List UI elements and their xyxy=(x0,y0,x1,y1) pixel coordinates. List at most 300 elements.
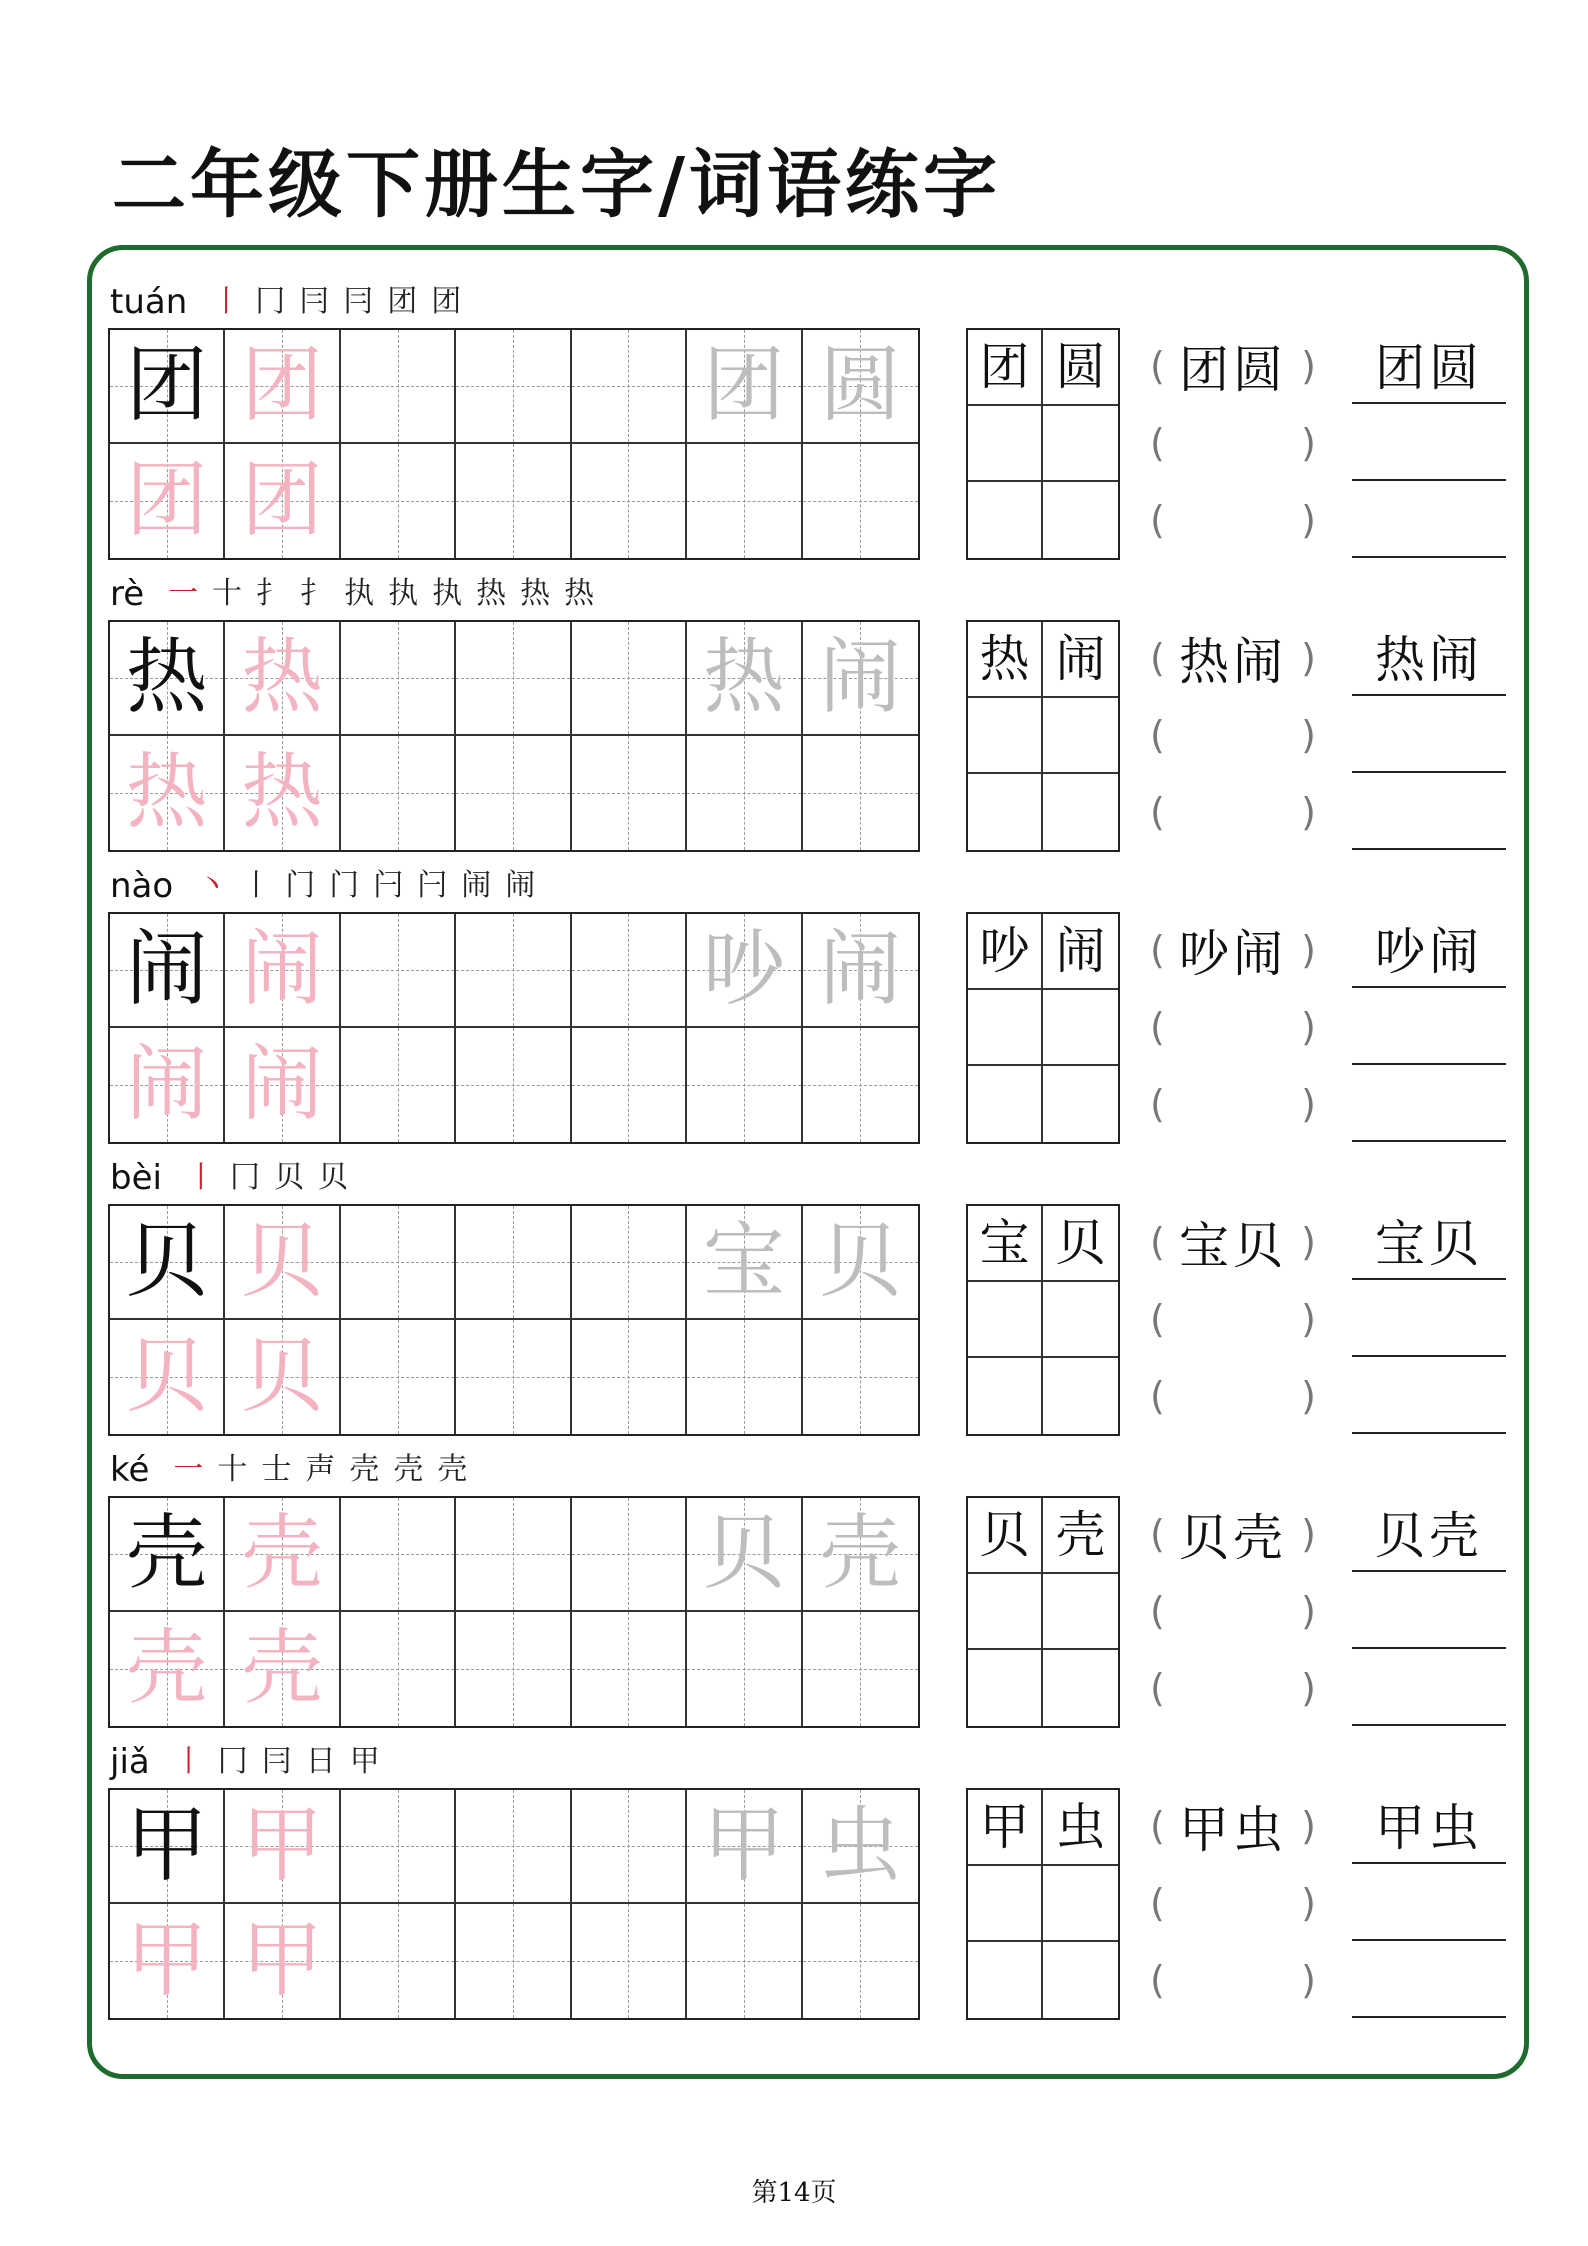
tracing-cell[interactable] xyxy=(456,1028,571,1142)
trace-char: 壳 xyxy=(241,1506,324,1601)
stroke-step: 十 xyxy=(212,574,242,614)
tracing-cell[interactable] xyxy=(341,914,456,1028)
stroke-step: 壳 xyxy=(393,1450,423,1490)
stroke-step: 冂 xyxy=(255,282,285,322)
word-cell[interactable] xyxy=(1043,1358,1118,1434)
tracing-cell[interactable] xyxy=(572,914,687,1028)
tracing-cell[interactable] xyxy=(225,1028,340,1142)
parenthesis-column xyxy=(1150,620,1316,852)
paren-word: 吵闹 xyxy=(1179,925,1287,983)
word-cell[interactable] xyxy=(1043,1498,1118,1574)
tracing-cell[interactable] xyxy=(803,1206,918,1320)
stroke-step: 热 xyxy=(476,574,506,614)
tracing-cell[interactable] xyxy=(110,1320,225,1434)
tracing-cell[interactable] xyxy=(225,736,340,850)
tracing-cell[interactable] xyxy=(110,622,225,736)
pinyin-label: nào xyxy=(110,866,174,906)
stroke-step: 丨 xyxy=(186,1158,216,1198)
tracing-cell[interactable] xyxy=(687,1904,802,2018)
tracing-cell[interactable] xyxy=(803,622,918,736)
tracing-cell[interactable] xyxy=(456,1790,571,1904)
tracing-cell[interactable] xyxy=(572,1790,687,1904)
tracing-cell[interactable] xyxy=(803,1790,918,1904)
tracing-cell[interactable] xyxy=(572,1028,687,1142)
tracing-cell[interactable] xyxy=(341,1028,456,1142)
parenthesis-blank[interactable] xyxy=(1150,1865,1316,1941)
tracing-cell[interactable] xyxy=(456,1206,571,1320)
answer-word: 团圆 xyxy=(1375,339,1483,397)
trace-char: 圆 xyxy=(819,338,902,433)
stroke-step: 冂 xyxy=(218,1742,248,1782)
word-cell[interactable] xyxy=(1043,1790,1118,1866)
answer-line[interactable] xyxy=(1352,1788,1506,1864)
parenthesis-blank[interactable] xyxy=(1150,1204,1316,1280)
tracing-cell[interactable] xyxy=(456,1320,571,1434)
answer-line[interactable] xyxy=(1352,697,1506,773)
left-paren: ( xyxy=(1150,1297,1165,1341)
stroke-step: 闩 xyxy=(417,866,447,906)
parenthesis-column xyxy=(1150,1788,1316,2020)
right-paren: ) xyxy=(1301,344,1316,388)
tracing-cell[interactable] xyxy=(456,330,571,444)
practice-section xyxy=(0,574,1588,864)
right-paren: ) xyxy=(1301,1804,1316,1848)
word-cell[interactable] xyxy=(968,698,1043,774)
right-paren: ) xyxy=(1301,790,1316,834)
right-paren: ) xyxy=(1301,1220,1316,1264)
tracing-cell[interactable] xyxy=(456,1498,571,1612)
trace-char: 闹 xyxy=(125,1037,208,1132)
answer-word: 热闹 xyxy=(1375,631,1483,689)
tracing-cell[interactable] xyxy=(225,1612,340,1726)
tracing-cell[interactable] xyxy=(803,1612,918,1726)
stroke-order-row xyxy=(110,1158,362,1198)
word-cell[interactable] xyxy=(1043,1942,1118,2018)
stroke-step: 闹 xyxy=(505,866,535,906)
word-writing-box xyxy=(966,1496,1120,1728)
left-paren: ( xyxy=(1150,421,1165,465)
trace-char: 贝 xyxy=(241,1214,324,1309)
left-paren: ( xyxy=(1150,928,1165,972)
tracing-cell[interactable] xyxy=(225,1320,340,1434)
tracing-grid xyxy=(108,620,920,852)
tracing-cell[interactable] xyxy=(572,1498,687,1612)
word-writing-box xyxy=(966,620,1120,852)
answer-line[interactable] xyxy=(1352,482,1506,558)
answer-word: 吵闹 xyxy=(1375,923,1483,981)
word-cell[interactable] xyxy=(968,406,1043,482)
word-cell[interactable] xyxy=(968,1942,1043,2018)
word-char: 团 xyxy=(979,338,1030,396)
tracing-cell[interactable] xyxy=(341,1612,456,1726)
tracing-cell[interactable] xyxy=(687,1028,802,1142)
practice-section xyxy=(0,1450,1588,1740)
parenthesis-blank[interactable] xyxy=(1150,1281,1316,1357)
tracing-cell[interactable] xyxy=(687,736,802,850)
tracing-cell[interactable] xyxy=(225,1206,340,1320)
right-paren: ) xyxy=(1301,1082,1316,1126)
tracing-cell[interactable] xyxy=(572,1320,687,1434)
stroke-step: 贝 xyxy=(274,1158,304,1198)
word-char: 甲 xyxy=(979,1798,1030,1856)
stroke-step: 执 xyxy=(344,574,374,614)
tracing-grid xyxy=(108,1204,920,1436)
parenthesis-blank[interactable] xyxy=(1150,328,1316,404)
tracing-cell[interactable] xyxy=(341,444,456,558)
word-cell[interactable] xyxy=(968,622,1043,698)
stroke-step: 壳 xyxy=(349,1450,379,1490)
stroke-step: 甲 xyxy=(350,1742,380,1782)
tracing-cell[interactable] xyxy=(803,736,918,850)
tracing-cell[interactable] xyxy=(225,1790,340,1904)
tracing-cell[interactable] xyxy=(225,330,340,444)
word-cell[interactable] xyxy=(1043,1066,1118,1142)
word-cell[interactable] xyxy=(968,1358,1043,1434)
left-paren: ( xyxy=(1150,344,1165,388)
stroke-step: 丶 xyxy=(197,866,227,906)
tracing-cell[interactable] xyxy=(687,1612,802,1726)
tracing-cell[interactable] xyxy=(341,330,456,444)
parenthesis-blank[interactable] xyxy=(1150,405,1316,481)
trace-char: 闹 xyxy=(819,922,902,1017)
answer-line[interactable] xyxy=(1352,1204,1506,1280)
left-paren: ( xyxy=(1150,1589,1165,1633)
tracing-cell[interactable] xyxy=(225,444,340,558)
word-cell[interactable] xyxy=(968,1790,1043,1866)
word-cell[interactable] xyxy=(968,914,1043,990)
page-number: 第14页 xyxy=(751,2178,837,2208)
right-paren: ) xyxy=(1301,636,1316,680)
word-cell[interactable] xyxy=(1043,914,1118,990)
tracing-grid xyxy=(108,328,920,560)
tracing-cell[interactable] xyxy=(110,1612,225,1726)
left-paren: ( xyxy=(1150,1082,1165,1126)
trace-char: 闹 xyxy=(241,1037,324,1132)
tracing-cell[interactable] xyxy=(803,914,918,1028)
tracing-cell[interactable] xyxy=(803,1498,918,1612)
answer-lines xyxy=(1352,1204,1506,1436)
answer-word: 贝壳 xyxy=(1375,1507,1483,1565)
left-paren: ( xyxy=(1150,1374,1165,1418)
stroke-step: 团 xyxy=(431,282,461,322)
trace-char: 贝 xyxy=(819,1214,902,1309)
stroke-step: 丨 xyxy=(241,866,271,906)
word-char: 贝 xyxy=(1055,1214,1106,1272)
page-title: 二年级下册生字/词语练字 xyxy=(112,142,1002,228)
word-cell[interactable] xyxy=(968,482,1043,558)
stroke-step: 一 xyxy=(168,574,198,614)
tracing-cell[interactable] xyxy=(803,1320,918,1434)
word-cell[interactable] xyxy=(1043,1282,1118,1358)
stroke-step: 十 xyxy=(217,1450,247,1490)
tracing-cell[interactable] xyxy=(456,622,571,736)
answer-line[interactable] xyxy=(1352,1865,1506,1941)
parenthesis-column xyxy=(1150,1204,1316,1436)
pinyin-label: bèi xyxy=(110,1158,162,1198)
trace-char: 热 xyxy=(125,630,208,725)
tracing-cell[interactable] xyxy=(456,444,571,558)
word-cell[interactable] xyxy=(1043,482,1118,558)
trace-char: 团 xyxy=(241,453,324,548)
word-cell[interactable] xyxy=(1043,1206,1118,1282)
stroke-step: 冂 xyxy=(230,1158,260,1198)
answer-line[interactable] xyxy=(1352,1573,1506,1649)
tracing-grid xyxy=(108,1496,920,1728)
tracing-cell[interactable] xyxy=(225,622,340,736)
word-char: 圆 xyxy=(1055,338,1106,396)
parenthesis-blank[interactable] xyxy=(1150,989,1316,1065)
stroke-step: 冃 xyxy=(262,1742,292,1782)
tracing-cell[interactable] xyxy=(803,444,918,558)
practice-section xyxy=(0,282,1588,572)
word-cell[interactable] xyxy=(968,1866,1043,1942)
answer-line[interactable] xyxy=(1352,1358,1506,1434)
word-cell[interactable] xyxy=(968,1574,1043,1650)
left-paren: ( xyxy=(1150,636,1165,680)
tracing-cell[interactable] xyxy=(456,914,571,1028)
stroke-order-row xyxy=(110,574,608,614)
left-paren: ( xyxy=(1150,1512,1165,1556)
tracing-cell[interactable] xyxy=(110,914,225,1028)
stroke-step: 闹 xyxy=(461,866,491,906)
word-writing-box xyxy=(966,328,1120,560)
left-paren: ( xyxy=(1150,1220,1165,1264)
parenthesis-blank[interactable] xyxy=(1150,1650,1316,1726)
paren-word: 贝壳 xyxy=(1179,1509,1287,1567)
trace-char: 虫 xyxy=(819,1798,902,1893)
trace-char: 甲 xyxy=(125,1913,208,2008)
trace-char: 团 xyxy=(241,338,324,433)
stroke-step: 闩 xyxy=(373,866,403,906)
tracing-cell[interactable] xyxy=(341,1904,456,2018)
stroke-order-row xyxy=(110,866,549,906)
word-char: 贝 xyxy=(979,1506,1030,1564)
stroke-order-row xyxy=(110,1742,394,1782)
tracing-cell[interactable] xyxy=(110,1904,225,2018)
word-cell[interactable] xyxy=(968,1206,1043,1282)
parenthesis-blank[interactable] xyxy=(1150,620,1316,696)
stroke-step: 冃 xyxy=(343,282,373,322)
trace-char: 甲 xyxy=(125,1798,208,1893)
pinyin-label: rè xyxy=(110,574,145,614)
answer-line[interactable] xyxy=(1352,1942,1506,2018)
tracing-cell[interactable] xyxy=(572,444,687,558)
tracing-cell[interactable] xyxy=(110,1790,225,1904)
stroke-step: 门 xyxy=(285,866,315,906)
trace-char: 团 xyxy=(702,338,785,433)
paren-word: 宝贝 xyxy=(1179,1217,1287,1275)
right-paren: ) xyxy=(1301,421,1316,465)
stroke-step: 团 xyxy=(387,282,417,322)
word-cell[interactable] xyxy=(1043,622,1118,698)
left-paren: ( xyxy=(1150,1005,1165,1049)
trace-char: 闹 xyxy=(819,630,902,725)
answer-line[interactable] xyxy=(1352,1281,1506,1357)
tracing-cell[interactable] xyxy=(110,1498,225,1612)
answer-line[interactable] xyxy=(1352,1066,1506,1142)
right-paren: ) xyxy=(1301,1005,1316,1049)
left-paren: ( xyxy=(1150,790,1165,834)
tracing-cell[interactable] xyxy=(572,1206,687,1320)
stroke-step: 丨 xyxy=(211,282,241,322)
trace-char: 吵 xyxy=(702,922,785,1017)
tracing-cell[interactable] xyxy=(225,1498,340,1612)
tracing-cell[interactable] xyxy=(456,1612,571,1726)
word-cell[interactable] xyxy=(968,1498,1043,1574)
trace-char: 壳 xyxy=(819,1506,902,1601)
practice-section xyxy=(0,1158,1588,1448)
word-cell[interactable] xyxy=(968,330,1043,406)
stroke-order-row xyxy=(110,1450,481,1490)
word-cell[interactable] xyxy=(1043,698,1118,774)
pinyin-label: jiǎ xyxy=(110,1742,150,1782)
paren-word: 甲虫 xyxy=(1179,1801,1287,1859)
trace-char: 贝 xyxy=(125,1214,208,1309)
trace-char: 热 xyxy=(702,630,785,725)
tracing-cell[interactable] xyxy=(572,1904,687,2018)
paren-word: 团圆 xyxy=(1179,341,1287,399)
word-char: 吵 xyxy=(979,922,1030,980)
right-paren: ) xyxy=(1301,1512,1316,1556)
answer-lines xyxy=(1352,912,1506,1144)
stroke-step: 热 xyxy=(564,574,594,614)
word-cell[interactable] xyxy=(968,990,1043,1066)
word-writing-box xyxy=(966,912,1120,1144)
word-cell[interactable] xyxy=(968,774,1043,850)
stroke-step: 热 xyxy=(520,574,550,614)
parenthesis-blank[interactable] xyxy=(1150,482,1316,558)
word-cell[interactable] xyxy=(1043,330,1118,406)
tracing-cell[interactable] xyxy=(110,1028,225,1142)
answer-line[interactable] xyxy=(1352,328,1506,404)
tracing-cell[interactable] xyxy=(687,444,802,558)
tracing-cell[interactable] xyxy=(341,1206,456,1320)
left-paren: ( xyxy=(1150,1958,1165,2002)
stroke-step: 壳 xyxy=(437,1450,467,1490)
tracing-cell[interactable] xyxy=(341,622,456,736)
tracing-cell[interactable] xyxy=(572,1612,687,1726)
answer-line[interactable] xyxy=(1352,1496,1506,1572)
parenthesis-blank[interactable] xyxy=(1150,774,1316,850)
tracing-cell[interactable] xyxy=(687,1790,802,1904)
tracing-cell[interactable] xyxy=(341,1320,456,1434)
tracing-cell[interactable] xyxy=(687,914,802,1028)
word-char: 闹 xyxy=(1055,630,1106,688)
tracing-cell[interactable] xyxy=(110,736,225,850)
trace-char: 热 xyxy=(241,745,324,840)
right-paren: ) xyxy=(1301,498,1316,542)
tracing-cell[interactable] xyxy=(341,1790,456,1904)
tracing-cell[interactable] xyxy=(341,1498,456,1612)
answer-lines xyxy=(1352,1496,1506,1728)
answer-word: 宝贝 xyxy=(1375,1215,1483,1273)
tracing-cell[interactable] xyxy=(687,1320,802,1434)
stroke-step: 贝 xyxy=(318,1158,348,1198)
parenthesis-blank[interactable] xyxy=(1150,1496,1316,1572)
tracing-cell[interactable] xyxy=(225,1904,340,2018)
stroke-step: 门 xyxy=(329,866,359,906)
tracing-cell[interactable] xyxy=(110,1206,225,1320)
parenthesis-blank[interactable] xyxy=(1150,1358,1316,1434)
tracing-cell[interactable] xyxy=(456,1904,571,2018)
answer-line[interactable] xyxy=(1352,989,1506,1065)
answer-line[interactable] xyxy=(1352,912,1506,988)
parenthesis-blank[interactable] xyxy=(1150,697,1316,773)
parenthesis-blank[interactable] xyxy=(1150,1788,1316,1864)
right-paren: ) xyxy=(1301,1666,1316,1710)
answer-line[interactable] xyxy=(1352,405,1506,481)
tracing-cell[interactable] xyxy=(803,1028,918,1142)
trace-char: 甲 xyxy=(241,1913,324,2008)
tracing-cell[interactable] xyxy=(572,736,687,850)
tracing-cell[interactable] xyxy=(572,330,687,444)
right-paren: ) xyxy=(1301,713,1316,757)
left-paren: ( xyxy=(1150,1881,1165,1925)
tracing-cell[interactable] xyxy=(687,1206,802,1320)
word-char: 虫 xyxy=(1055,1798,1106,1856)
left-paren: ( xyxy=(1150,1666,1165,1710)
stroke-step: 冃 xyxy=(299,282,329,322)
stroke-step: 扌 xyxy=(300,574,330,614)
word-cell[interactable] xyxy=(1043,990,1118,1066)
word-cell[interactable] xyxy=(968,1282,1043,1358)
stroke-step: 执 xyxy=(432,574,462,614)
trace-char: 宝 xyxy=(702,1214,785,1309)
tracing-cell[interactable] xyxy=(110,444,225,558)
word-char: 闹 xyxy=(1055,922,1106,980)
parenthesis-blank[interactable] xyxy=(1150,1066,1316,1142)
answer-line[interactable] xyxy=(1352,1650,1506,1726)
answer-line[interactable] xyxy=(1352,620,1506,696)
left-paren: ( xyxy=(1150,1804,1165,1848)
tracing-cell[interactable] xyxy=(110,330,225,444)
pinyin-label: ké xyxy=(110,1450,150,1490)
tracing-cell[interactable] xyxy=(687,330,802,444)
word-cell[interactable] xyxy=(1043,1574,1118,1650)
stroke-step: 声 xyxy=(305,1450,335,1490)
word-char: 热 xyxy=(979,630,1030,688)
tracing-cell[interactable] xyxy=(803,1904,918,2018)
right-paren: ) xyxy=(1301,1881,1316,1925)
word-cell[interactable] xyxy=(968,1066,1043,1142)
parenthesis-blank[interactable] xyxy=(1150,912,1316,988)
answer-lines xyxy=(1352,328,1506,560)
answer-line[interactable] xyxy=(1352,774,1506,850)
answer-lines xyxy=(1352,620,1506,852)
stroke-step: 士 xyxy=(261,1450,291,1490)
word-cell[interactable] xyxy=(968,1650,1043,1726)
parenthesis-blank[interactable] xyxy=(1150,1942,1316,2018)
tracing-cell[interactable] xyxy=(687,1498,802,1612)
tracing-cell[interactable] xyxy=(456,736,571,850)
parenthesis-blank[interactable] xyxy=(1150,1573,1316,1649)
tracing-cell[interactable] xyxy=(341,736,456,850)
word-cell[interactable] xyxy=(1043,1650,1118,1726)
left-paren: ( xyxy=(1150,713,1165,757)
trace-char: 贝 xyxy=(702,1506,785,1601)
word-cell[interactable] xyxy=(1043,1866,1118,1942)
tracing-cell[interactable] xyxy=(687,622,802,736)
right-paren: ) xyxy=(1301,1297,1316,1341)
trace-char: 贝 xyxy=(125,1329,208,1424)
trace-char: 闹 xyxy=(125,922,208,1017)
word-cell[interactable] xyxy=(1043,406,1118,482)
tracing-cell[interactable] xyxy=(572,622,687,736)
tracing-cell[interactable] xyxy=(803,330,918,444)
word-cell[interactable] xyxy=(1043,774,1118,850)
stroke-step: 扌 xyxy=(256,574,286,614)
tracing-cell[interactable] xyxy=(225,914,340,1028)
